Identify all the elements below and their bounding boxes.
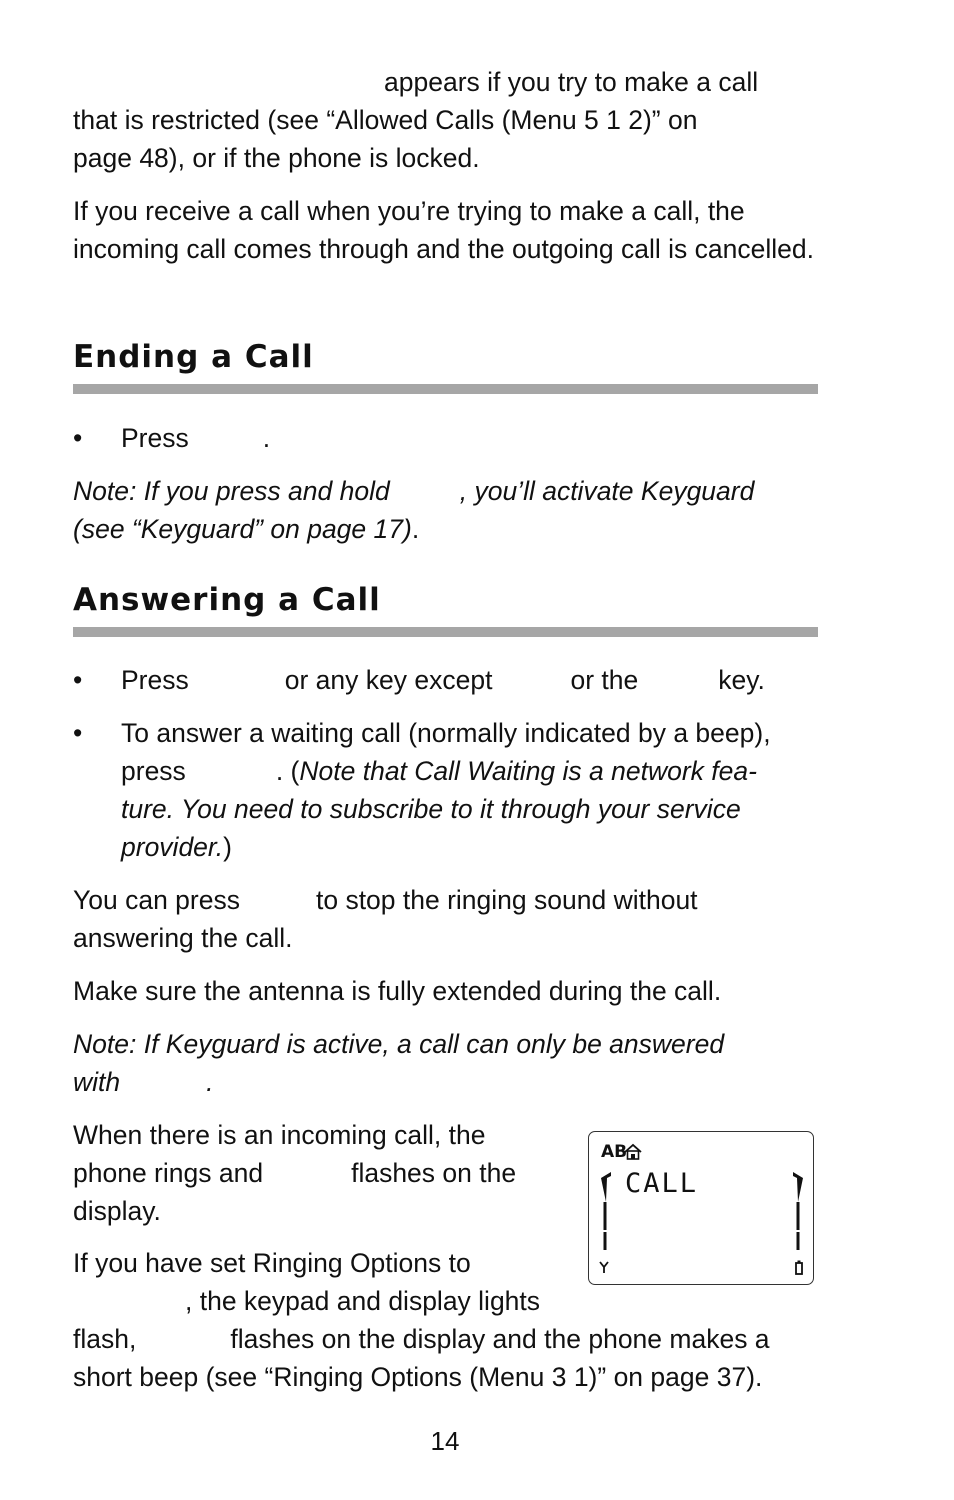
battery-icon: [796, 1261, 802, 1275]
ending-heading: Ending a Call: [73, 339, 314, 375]
keyguard-note: Note: If you press and hold , you’ll activate Keyguard (see “Keyguard” on page 17).: [73, 476, 755, 544]
phone-display: [588, 1131, 814, 1285]
ending-bullet: Press .: [121, 423, 271, 453]
bullet: •: [73, 718, 83, 748]
ending-rule: [73, 384, 818, 394]
battery-level-bar: [793, 1172, 803, 1250]
stop-ringing-paragraph: You can press to stop the ringing sound without answering the call.: [73, 885, 698, 953]
restricted-paragraph: appears if you try to make a call that is restricted (see “Allowed Calls (Menu 5 1 2)” on page 48), or if the phone is locked.: [73, 67, 759, 173]
display-call-text: CALL: [625, 1168, 699, 1199]
answer-bullet-1: Press or any key except or the key.: [121, 665, 765, 695]
incoming-call-paragraph: When there is an incoming call, the phone rings and flashes on the display.: [73, 1120, 517, 1226]
bullet: •: [73, 423, 83, 453]
line-indicator: AB: [601, 1142, 628, 1162]
ringing-options-paragraph: If you have set Ringing Options to , the keypad and display lights flash, flashes on the display and the phone makes a short beep (see “Ringing Options (Menu 3 1)” on page 37).: [73, 1248, 770, 1392]
answer-bullet-2: To answer a waiting call (normally indicated by a beep), press . (Note that Call Waiting is a network fea- ture. You need to subscribe to it through your service provider.): [121, 718, 771, 862]
signal-strength-bar: [601, 1172, 611, 1250]
home-icon: [625, 1145, 641, 1159]
receive-paragraph: If you receive a call when you’re trying to make a call, the incoming call comes through and the outgoing call is cancelled.: [73, 196, 814, 264]
antenna-icon: [600, 1262, 608, 1273]
answering-rule: [73, 627, 818, 637]
bullet: •: [73, 665, 83, 695]
antenna-paragraph: Make sure the antenna is fully extended during the call.: [73, 976, 722, 1006]
answering-heading: Answering a Call: [73, 582, 381, 618]
page-number: 14: [430, 1426, 460, 1456]
keyguard-active-note: Note: If Keyguard is active, a call can only be answered with .: [73, 1029, 725, 1097]
